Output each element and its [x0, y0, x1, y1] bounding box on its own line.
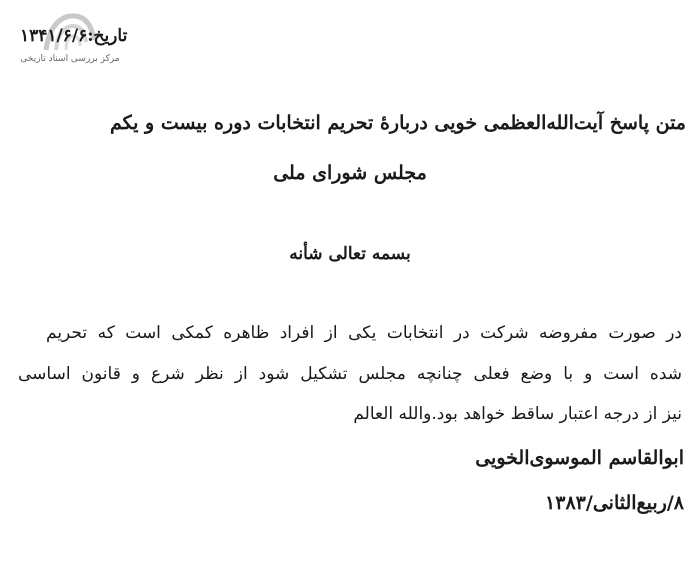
- date-value: ۱۳۴۱/۶/۶: [20, 26, 88, 46]
- signature-date: ۸/ربیع‌الثانی/۱۳۸۳: [545, 492, 684, 514]
- body-text-line-1: در صورت مفروضه شرکت در انتخابات یکی از افراد ظاهره کمکی است که تحریم: [46, 323, 682, 343]
- document-date: [20, 26, 127, 46]
- body-text-line-2: شده است و با وضع فعلی چنانچه مجلس تشکیل شود از نظر شرع و قانون اساسی: [18, 364, 682, 384]
- body-text-line-3: نیز از درجه اعتبار ساقط خواهد بود.والله العالم: [353, 404, 682, 424]
- watermark-caption: مرکز بررسی اسناد تاریخی: [20, 54, 120, 64]
- bismillah-heading: بسمه تعالی شأنه: [289, 244, 411, 264]
- document-title-line-2: مجلس شورای ملی: [273, 162, 427, 184]
- date-label: تاریخ:: [87, 26, 128, 46]
- document-title-line-1: متن پاسخ آیت‌الله‌العظمی خویی دربارهٔ تحریم انتخابات دوره بیست و یکم: [109, 112, 686, 134]
- signature-name: ابوالقاسم الموسوی‌الخویی: [475, 447, 684, 469]
